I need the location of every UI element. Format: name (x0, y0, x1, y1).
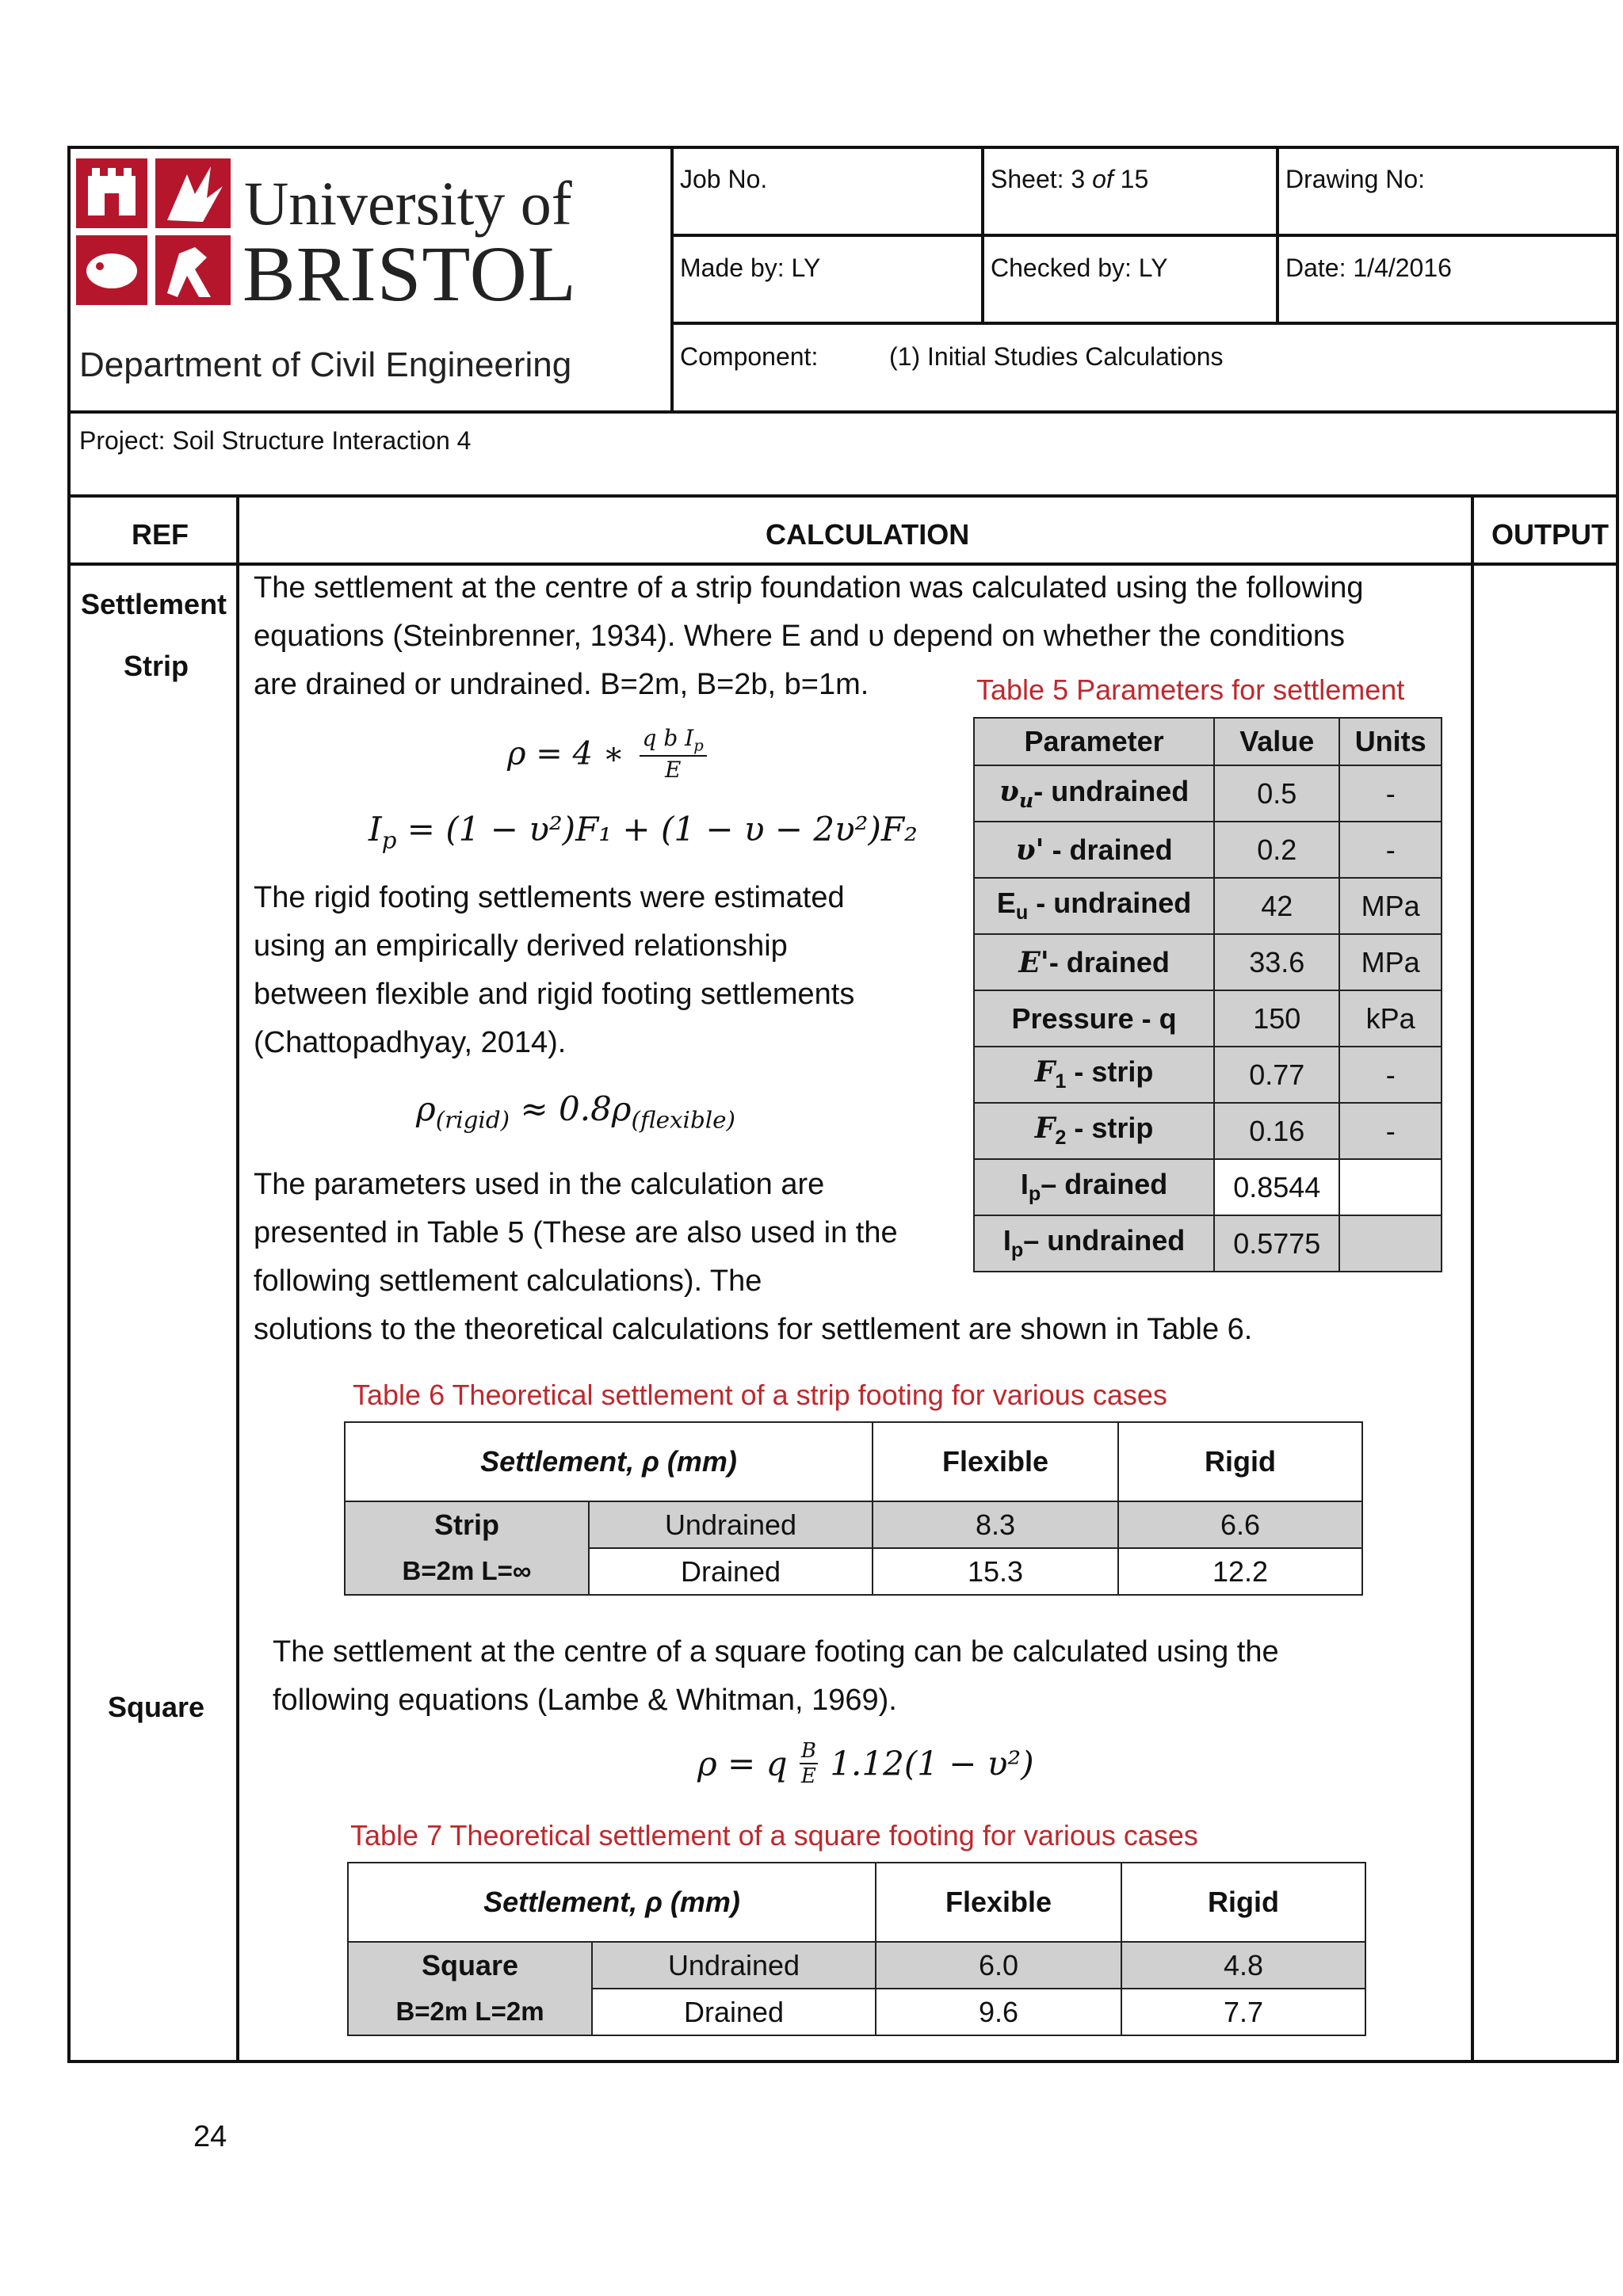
header-vline-1 (670, 146, 674, 412)
eq-rigid-mid: ≈ 0.8ρ (510, 1089, 632, 1128)
strip-paragraph-line1: The settlement at the centre of a strip foundation was calculated using the following (254, 571, 1364, 605)
params-paragraph-line4: solutions to the theoretical calculations for settlement are shown in Table 6. (254, 1313, 1253, 1346)
frame-left (67, 146, 71, 2063)
eq-square-numerator: B (800, 1739, 816, 1763)
eq-rho-numerator: q b I (642, 725, 694, 751)
strip-paragraph-line3: are drained or undrained. B=2m, B=2b, b=1m. (254, 668, 869, 701)
table5-param-cell: υ' - drained (974, 822, 1214, 878)
strip-paragraph-line2: equations (Steinbrenner, 1934). Where E and υ depend on whether the conditions (254, 620, 1346, 653)
table7-header-settlement: Settlement, ρ (mm) (348, 1863, 876, 1942)
sheet-number (991, 165, 1148, 194)
rigid-paragraph-line1: The rigid footing settlements were estimated (254, 881, 845, 914)
table6-flexible-cell: 15.3 (873, 1548, 1118, 1595)
table5-value-cell: 0.8544 (1214, 1159, 1339, 1215)
sheet-of: of (1092, 165, 1113, 193)
university-name-line1: University of (244, 169, 572, 238)
table5-param-cell: $F_1$ - strip (974, 1047, 1214, 1103)
header-hline-2 (670, 322, 1619, 325)
table7-square-settlement (347, 1862, 1366, 2036)
rigid-paragraph-line2: using an empirically derived relationship (254, 929, 788, 963)
table5-param-cell: E'- drained (974, 934, 1214, 990)
checked-by: Checked by: LY (991, 254, 1168, 282)
table5-value-cell: 33.6 (1214, 934, 1339, 990)
table7-group-line2: B=2m L=2m (395, 1997, 544, 2026)
equation-rigid-relation (416, 1089, 735, 1133)
table5-unit-cell: MPa (1339, 934, 1442, 990)
eq-ip-rhs: = (1 − υ²)F₁ + (1 − υ − 2υ²)F₂ (396, 810, 918, 849)
table5-header-value: Value (1214, 718, 1339, 765)
table5-parameters (973, 717, 1442, 1272)
table7-case-cell: Undrained (592, 1942, 876, 1989)
table6-rigid-cell: 12.2 (1118, 1548, 1362, 1595)
table5-param-cell: $I_p-$ undrained (974, 1215, 1214, 1272)
header-hline-3 (67, 410, 1619, 414)
table6-group-label (345, 1501, 589, 1595)
table7-group-label (348, 1942, 592, 2035)
table5-unit-cell: MPa (1339, 878, 1442, 934)
table5-unit-cell: - (1339, 1047, 1442, 1103)
params-paragraph-line1: The parameters used in the calculation are (254, 1168, 825, 1201)
table5-value-cell: 42 (1214, 878, 1339, 934)
eq-square-rhs: 1.12(1 − υ²) (830, 1744, 1034, 1783)
ref-settlement: Settlement (81, 588, 227, 620)
job-no-label: Job No. (680, 165, 768, 193)
eq-rho-numerator-sub: p (693, 736, 704, 755)
table5-param-cell: $I_p-$ drained (974, 1159, 1214, 1215)
table5-param-cell: Pressure - q (974, 990, 1214, 1047)
eq-square-lhs: ρ = q (697, 1744, 788, 1783)
table5-param-cell: $\upsilon_u-$ undrained (974, 765, 1214, 822)
department-name: Department of Civil Engineering (79, 345, 572, 384)
drawing-no-label: Drawing No: (1285, 165, 1426, 193)
table5-header-units: Units (1339, 718, 1442, 765)
column-header-calculation: CALCULATION (766, 518, 970, 551)
eq-rho-lhs: ρ = 4 ∗ (507, 735, 624, 772)
table5-unit-cell: - (1339, 822, 1442, 878)
university-name-line2: BRISTOL (242, 230, 577, 318)
university-logo (76, 158, 231, 305)
table5-value-cell: 0.2 (1214, 822, 1339, 878)
table5-header-parameter: Parameter (974, 718, 1214, 765)
equation-settlement-strip (507, 725, 707, 783)
header-hline-1 (670, 234, 1619, 237)
table7-header-flexible: Flexible (876, 1863, 1121, 1942)
equation-settlement-square (697, 1739, 1034, 1788)
eq-square-denominator: E (800, 1764, 816, 1788)
table6-caption: Table 6 Theoretical settlement of a strip footing for various cases (353, 1379, 1167, 1411)
column-header-output: OUTPUT (1491, 518, 1609, 551)
table7-rigid-cell: 4.8 (1121, 1942, 1365, 1989)
col-vline-ref (236, 494, 239, 2063)
eq-rigid-rho: ρ (416, 1089, 436, 1128)
table7-caption: Table 7 Theoretical settlement of a square footing for various cases (350, 1819, 1198, 1852)
eq-rigid-sub: (rigid) (435, 1106, 510, 1134)
eq-square-fraction (800, 1739, 818, 1788)
table5-param-cell: $F_2$ - strip (974, 1103, 1214, 1159)
params-paragraph-line2: presented in Table 5 (These are also used in the (254, 1216, 898, 1249)
sheet-total: 15 (1120, 165, 1149, 193)
table7-header-rigid: Rigid (1121, 1863, 1365, 1942)
table5-value-cell: 0.5775 (1214, 1215, 1339, 1272)
table7-case-cell: Drained (592, 1989, 876, 2035)
page-number: 24 (193, 2120, 227, 2153)
table6-header-flexible: Flexible (873, 1422, 1118, 1501)
table6-case-cell: Undrained (589, 1501, 873, 1548)
table6-header-rigid: Rigid (1118, 1422, 1362, 1501)
sheet-current: 3 (1071, 165, 1086, 193)
table6-rigid-cell: 6.6 (1118, 1501, 1362, 1548)
table5-unit-cell (1339, 1215, 1442, 1272)
equation-influence-factor (369, 810, 918, 853)
table5-value-cell: 0.77 (1214, 1047, 1339, 1103)
table5-unit-cell: - (1339, 1103, 1442, 1159)
table5-value-cell: 0.5 (1214, 765, 1339, 822)
table7-rigid-cell: 7.7 (1121, 1989, 1365, 2035)
header-hline-4 (67, 494, 1619, 498)
column-header-ref: REF (132, 518, 189, 551)
eq-ip-symbol: I (369, 810, 382, 849)
table6-case-cell: Drained (589, 1548, 873, 1595)
table5-caption: Table 5 Parameters for settlement (976, 673, 1405, 706)
frame-right (1616, 146, 1619, 2063)
table7-flexible-cell: 6.0 (876, 1942, 1121, 1989)
frame-top (67, 146, 1619, 149)
square-paragraph-line1: The settlement at the centre of a square footing can be calculated using the (273, 1635, 1279, 1669)
table6-header-settlement: Settlement, ρ (mm) (345, 1422, 873, 1501)
project-name: Project: Soil Structure Interaction 4 (79, 426, 472, 455)
eq-rho-fraction (640, 725, 707, 783)
made-by: Made by: LY (680, 254, 821, 282)
table7-group-line1: Square (421, 1949, 519, 1981)
eq-rho-denominator: E (664, 756, 682, 783)
ref-strip: Strip (124, 650, 189, 682)
date: Date: 1/4/2016 (1285, 254, 1452, 282)
sheet-label: Sheet: (991, 165, 1064, 193)
params-paragraph-line3: following settlement calculations). The (254, 1264, 762, 1298)
col-vline-output (1471, 494, 1474, 2063)
frame-bottom (67, 2060, 1619, 2063)
table5-unit-cell (1339, 1159, 1442, 1215)
ref-square: Square (108, 1691, 205, 1723)
square-paragraph-line2: following equations (Lambe & Whitman, 1969). (273, 1684, 897, 1717)
eq-ip-sub: p (381, 826, 397, 854)
rigid-paragraph-line4: (Chattopadhyay, 2014). (254, 1026, 567, 1059)
university-crest-icon (76, 158, 231, 305)
rigid-paragraph-line3: between flexible and rigid footing settlements (254, 978, 855, 1011)
table6-group-line2: B=2m L=∞ (402, 1556, 532, 1585)
component-label: Component: (680, 342, 819, 371)
table5-param-cell: $E_u$ - undrained (974, 878, 1214, 934)
table5-unit-cell: - (1339, 765, 1442, 822)
table6-flexible-cell: 8.3 (873, 1501, 1118, 1548)
table5-value-cell: 150 (1214, 990, 1339, 1047)
table6-strip-settlement (344, 1421, 1363, 1596)
table6-group-line1: Strip (433, 1508, 499, 1541)
table5-unit-cell: kPa (1339, 990, 1442, 1047)
table7-flexible-cell: 9.6 (876, 1989, 1121, 2035)
table5-value-cell: 0.16 (1214, 1103, 1339, 1159)
component-value: (1) Initial Studies Calculations (889, 342, 1224, 371)
eq-rigid-sub2: (flexible) (631, 1106, 736, 1134)
